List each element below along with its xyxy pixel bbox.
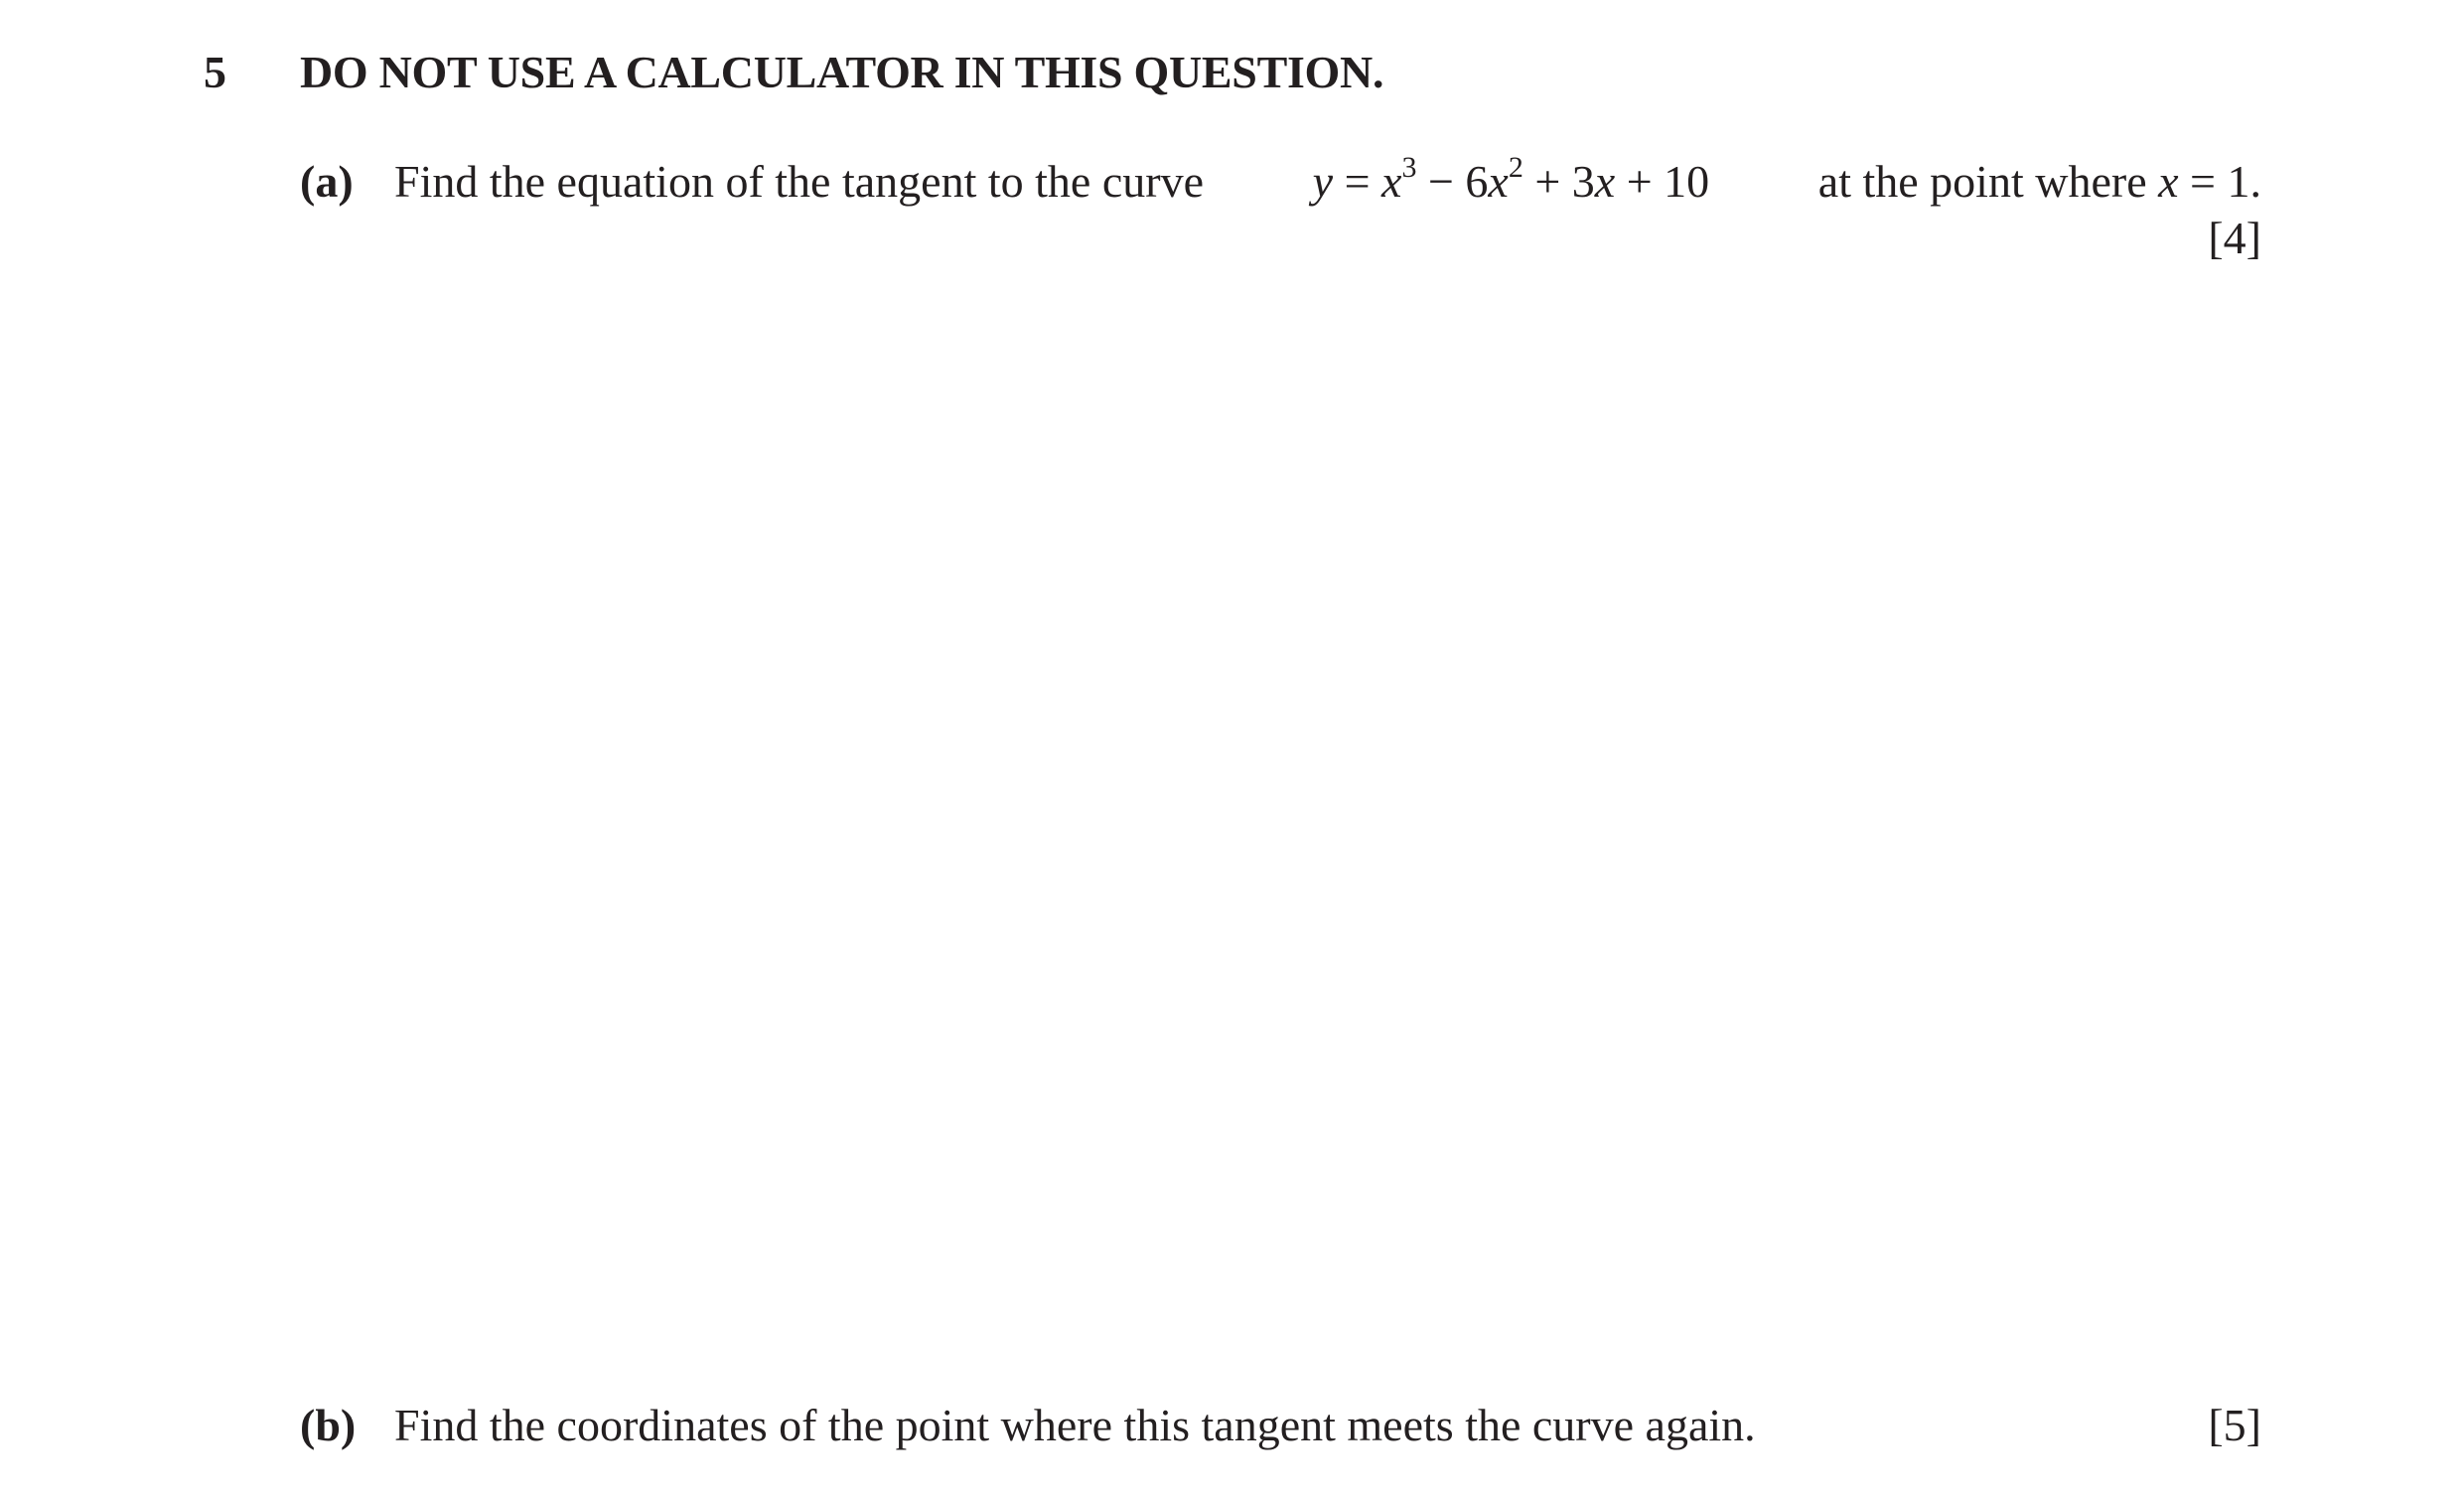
condition-variable: x [2158,156,2179,207]
equation-exponent-2: 2 [1508,151,1523,184]
part-a-label: (a) [300,156,354,207]
equation-x-linear: x [1594,156,1616,207]
equation-x-cubed: x [1381,156,1402,207]
part-a-condition-text: at the point where [1817,156,2147,207]
equation-plus-term: + 3 [1522,156,1595,207]
part-a-equation [1312,151,1710,207]
equation-minus-term: − 6 [1416,156,1489,207]
part-a-text-after [1817,156,2261,207]
question-number: 5 [204,47,226,97]
equation-exponent-3: 3 [1401,151,1417,184]
part-b-text: Find the coordinates of the point where this tangent meets the curve again. [394,1400,1756,1450]
equation-constant: + 10 [1615,156,1710,207]
equation-x-squared: x [1488,156,1509,207]
part-b-marks: [5] [2208,1400,2261,1450]
equation-equals: = [1333,156,1382,207]
condition-value: = 1. [2178,156,2261,207]
part-b-label: (b) [300,1400,357,1450]
question-heading: DO NOT USE A CALCULATOR IN THIS QUESTION. [300,47,1384,97]
part-a-answer-space [300,278,2261,1371]
equation-y: y [1312,156,1334,207]
part-a-text-before: Find the equation of the tangent to the curve [394,156,1204,207]
part-a-text [394,151,2261,207]
part-a-marks: [4] [2208,213,2261,263]
